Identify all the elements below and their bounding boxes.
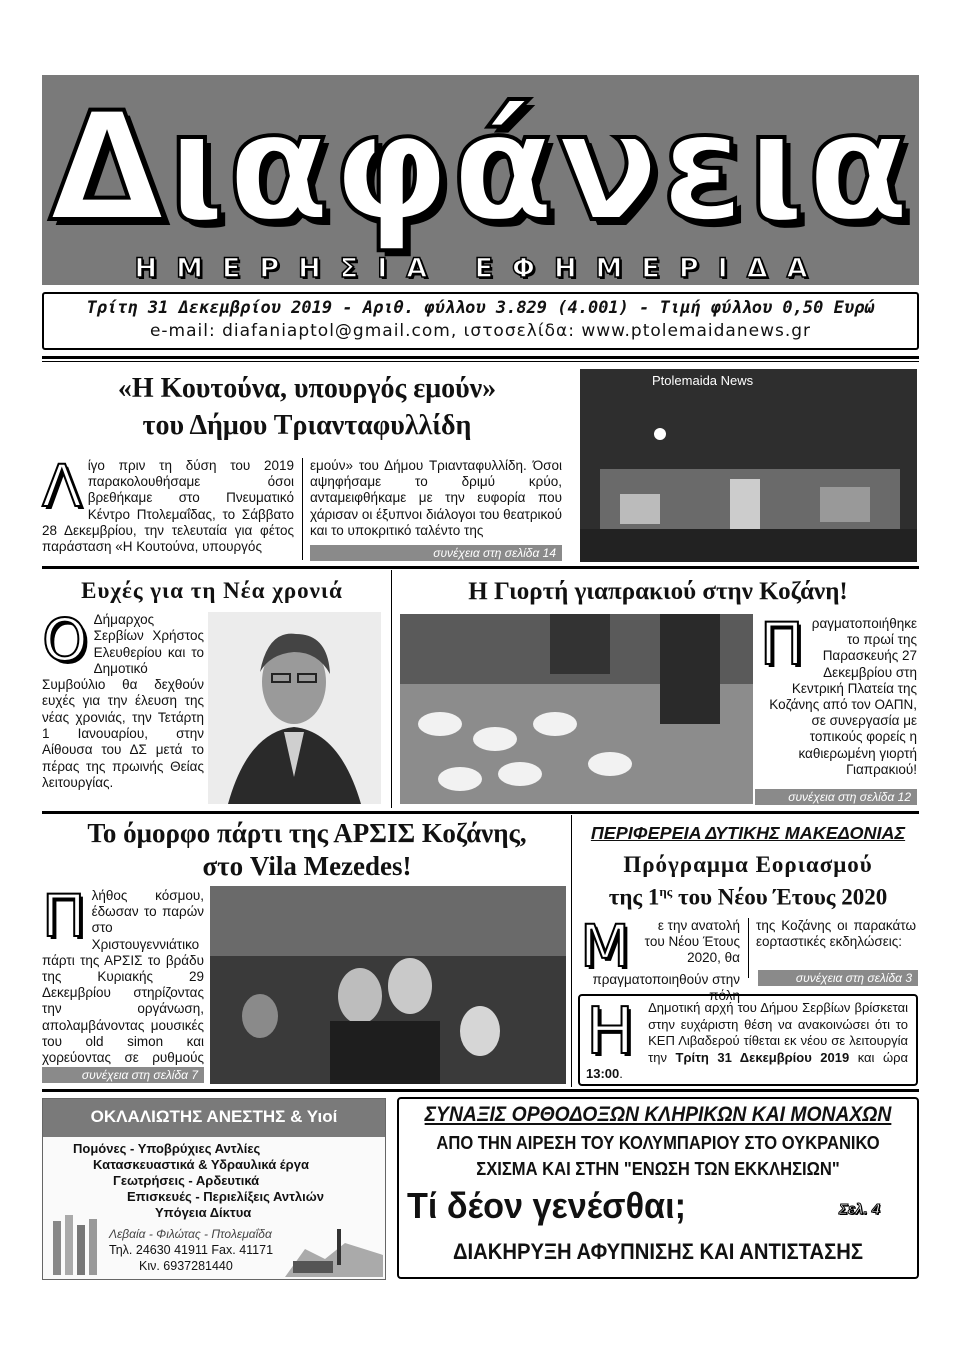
article-koutouna-title-1: «Η Κουτούνα, υπουργός εμούν» — [117, 373, 497, 404]
ad-phone: Τηλ. 24630 41911 Fax. 41171 — [109, 1243, 274, 1257]
newspaper-title: Διαφάνεια — [48, 81, 913, 255]
column-rule — [571, 815, 572, 1087]
article-arsis-continued[interactable]: συνέχεια στη σελίδα 7 — [42, 1067, 204, 1083]
article-program-continued[interactable]: συνέχεια στη σελίδα 3 — [758, 970, 918, 986]
giaprakia-photo — [400, 614, 753, 804]
giaprakia-photo-art — [400, 614, 753, 804]
drill-truck-icon — [285, 1229, 383, 1277]
ad-header: ΟΚΛΑΛΙΩΤΗΣ ΑΝΕΣΤΗΣ & Υιοί — [90, 1107, 338, 1126]
feature-big-title: Τί δέον γενέσθαι; — [407, 1185, 686, 1226]
party-photo — [210, 886, 566, 1084]
article-koutouna-col1: Λίγο πριν τη δύση του 2019 παρακολουθήσαμε όσοι βρεθήκαμε στο Πνευματικό Κέντρο Πτολεμαΐδας, το Σάββατο 28 Δεκεμβρίου, την τελευταία για φέτος παράσταση «Η Κουτούνα, υπουργός — [42, 452, 294, 555]
dropcap: Η — [586, 995, 635, 1069]
column-rule — [748, 918, 749, 978]
article-program-title-2: της $1^{\eta\varsigma}$ του Νέου Έτους 2020 — [608, 884, 888, 910]
article-koutouna-col2: εμούν» του Δήμου Τριανταφυλλίδη. Όσοι αψηφήσαμε το δριμύ κρύο, ανταμειφθήκαμε με την ευφορία που χάρισαν οι έξυπνοι διάλογοι του θεατρικού και το υποκριτικό ταλέντο της — [310, 458, 562, 538]
divider-1 — [42, 566, 919, 569]
kep-notice-box — [578, 994, 918, 1086]
top-divider-thin — [42, 361, 919, 362]
masthead — [42, 75, 919, 285]
feature-line-2: ΑΠΟ ΤΗΝ ΑΙΡΕΣΗ ΤΟΥ ΚΟΛΥΜΠΑΡΙΟΥ ΣΤΟ ΟΥΚΡΑΝΙΚΟ — [436, 1133, 880, 1153]
newspaper-subtitle: ΗΜΕΡΗΣΙΑ ΕΦΗΜΕΡΙΔΑ — [134, 253, 827, 284]
dropcap: Μ — [580, 912, 631, 980]
pump-icon — [47, 1211, 107, 1277]
kep-notice-text: Η Δημοτική αρχή του Δήμου Σερβίων βρίσκεται στην ευχάριστη θέση να ανακοινώσει ότι το ΚΕΠ Λιβαδερού τίθεται εκ νέου σε λειτουργία την Τρίτη 31 Δεκεμβρίου 2019 και ώρα 13:00. — [586, 995, 908, 1081]
ad-line-2: Κατασκευαστικά & Υδραυλικά έργα — [93, 1157, 309, 1172]
article-koutouna-title-2: του Δήμου Τριανταφυλλίδη — [142, 410, 472, 441]
column-rule — [391, 570, 392, 808]
dropcap: Π — [760, 610, 804, 678]
ad-line-4: Επισκευές - Περιελίξεις Αντλιών — [127, 1189, 324, 1204]
dropcap: Λ — [42, 452, 82, 520]
photo-watermark: Ptolemaida News — [652, 373, 754, 388]
mayor-portrait-art — [208, 612, 381, 804]
feature-clergy-box — [397, 1097, 919, 1279]
article-program-title-1: Πρόγραμμα Εοριασμού — [623, 852, 873, 877]
ad-oklaliotis[interactable] — [42, 1098, 386, 1280]
feature-bottom-line: ΔΙΑΚΗΡΥΞΗ ΑΦΥΠΝΙΣΗΣ ΚΑΙ ΑΝΤΙΣΤΑΣΗΣ — [452, 1239, 864, 1264]
ad-location: Λεβαία - Φιλώτας - Πτολεμαΐδα — [109, 1227, 272, 1241]
article-arsis — [42, 817, 572, 883]
top-divider — [42, 356, 919, 359]
feature-line-3: ΣΧΙΣΜΑ ΚΑΙ ΣΤΗΝ "ΕΝΩΣΗ ΤΩΝ ΕΚΚΛΗΣΙΩΝ" — [476, 1159, 840, 1179]
dropcap: Π — [42, 882, 86, 950]
ad-line-3: Γεωτρήσεις - Αρδευτικά — [113, 1173, 260, 1188]
feature-line-1: ΣΥΝΑΞΙΣ ΟΡΘΟΔΟΞΩΝ ΚΛΗΡΙΚΩΝ ΚΑΙ ΜΟΝΑΧΩΝ — [424, 1103, 892, 1126]
article-koutouna-continued[interactable]: συνέχεια στη σελίδα 14 — [310, 545, 562, 561]
article-program-col1: Μ ε την ανατολή του Νέου Έτους 2020, θα πραγματοποιηθούν στην πόλη — [580, 912, 740, 1004]
contact-line: e-mail: diafaniaptol@gmail.com, ιστοσελίδα: www.ptolemaidanews.gr — [149, 321, 812, 341]
article-arsis-text: Πλήθος κόσμου, έδωσαν το παρών στο Χριστουγεννιάτικο πάρτι της ΑΡΣΙΣ το βράδυ της Κυριακής 29 Δεκεμβρίου στηρίζοντας την οργάνωση, απολαμβάνοντας μουσικές του old simon και χορεύοντας σε ρυθμούς — [42, 882, 204, 1066]
ad-line-1: Πομόνες - Υποβρύχιες Αντλίες — [73, 1141, 261, 1156]
dropcap: Ο — [42, 606, 88, 674]
article-giaprakia-text: Πραγματοποιήθηκε το πρωί της Παρασκευής 27 Δεκεμβρίου στη Κεντρική Πλατεία της Κοζάνης από τον ΟΑΠΝ, σε συνεργασία με τοπικούς φορείς η καθιερωμένη γιορτή Γιαπρακιού! — [760, 610, 917, 777]
article-arsis-title-1: Το όμορφο πάρτι της ΑΡΣΙΣ Κοζάνης, — [87, 818, 527, 848]
article-giaprakia-continued[interactable]: συνέχεια στη σελίδα 12 — [755, 789, 917, 805]
article-giaprakia-title: Η Γιορτή γιαπρακιού στην Κοζάνη! — [468, 578, 848, 605]
issue-date-line: Τρίτη 31 Δεκεμβρίου 2019 - Αριθ. φύλλου 3.829 (4.001) - Τιμή φύλλου 0,50 Ευρώ — [86, 298, 875, 318]
article-wishes-text: Ο Δήμαρχος Σερβίων Χρήστος Ελευθερίου και το Δημοτικό Συμβούλιο θα δεχθούν ευχές για την έλευση της νέας χρονιάς, την Τετάρτη 1 Ιανουαρίου, στην Αίθουσα του ΔΣ μετά το πέρας της πρωινής Θείας λειτουργίας. — [42, 606, 204, 790]
ad-line-5: Υπόγεια Δίκτυα — [155, 1205, 252, 1220]
issue-info-box — [42, 292, 919, 350]
feature-page-ref[interactable]: Σελ. 4 — [839, 1201, 881, 1218]
party-photo-art — [210, 886, 566, 1084]
article-program-kicker: ΠΕΡΙΦΕΡΕΙΑ ΔΥΤΙΚΗΣ ΜΑΚΕΔΟΝΙΑΣ — [590, 823, 906, 843]
theater-photo-art — [580, 369, 917, 562]
article-program-col2: της Κοζάνης οι παρακάτω εορταστικές εκδηλώσεις: — [756, 918, 916, 950]
article-arsis-title-2: στο Vila Mezedes! — [202, 851, 412, 881]
article-koutouna — [42, 372, 572, 444]
theater-photo — [580, 369, 917, 562]
column-rule — [302, 458, 303, 560]
divider-2 — [42, 811, 919, 814]
divider-3 — [42, 1089, 919, 1092]
article-wishes-title: Ευχές για τη Νέα χρονιά — [81, 578, 343, 603]
ad-mobile: Κιν. 6937281440 — [139, 1259, 233, 1273]
mayor-portrait — [208, 612, 381, 804]
